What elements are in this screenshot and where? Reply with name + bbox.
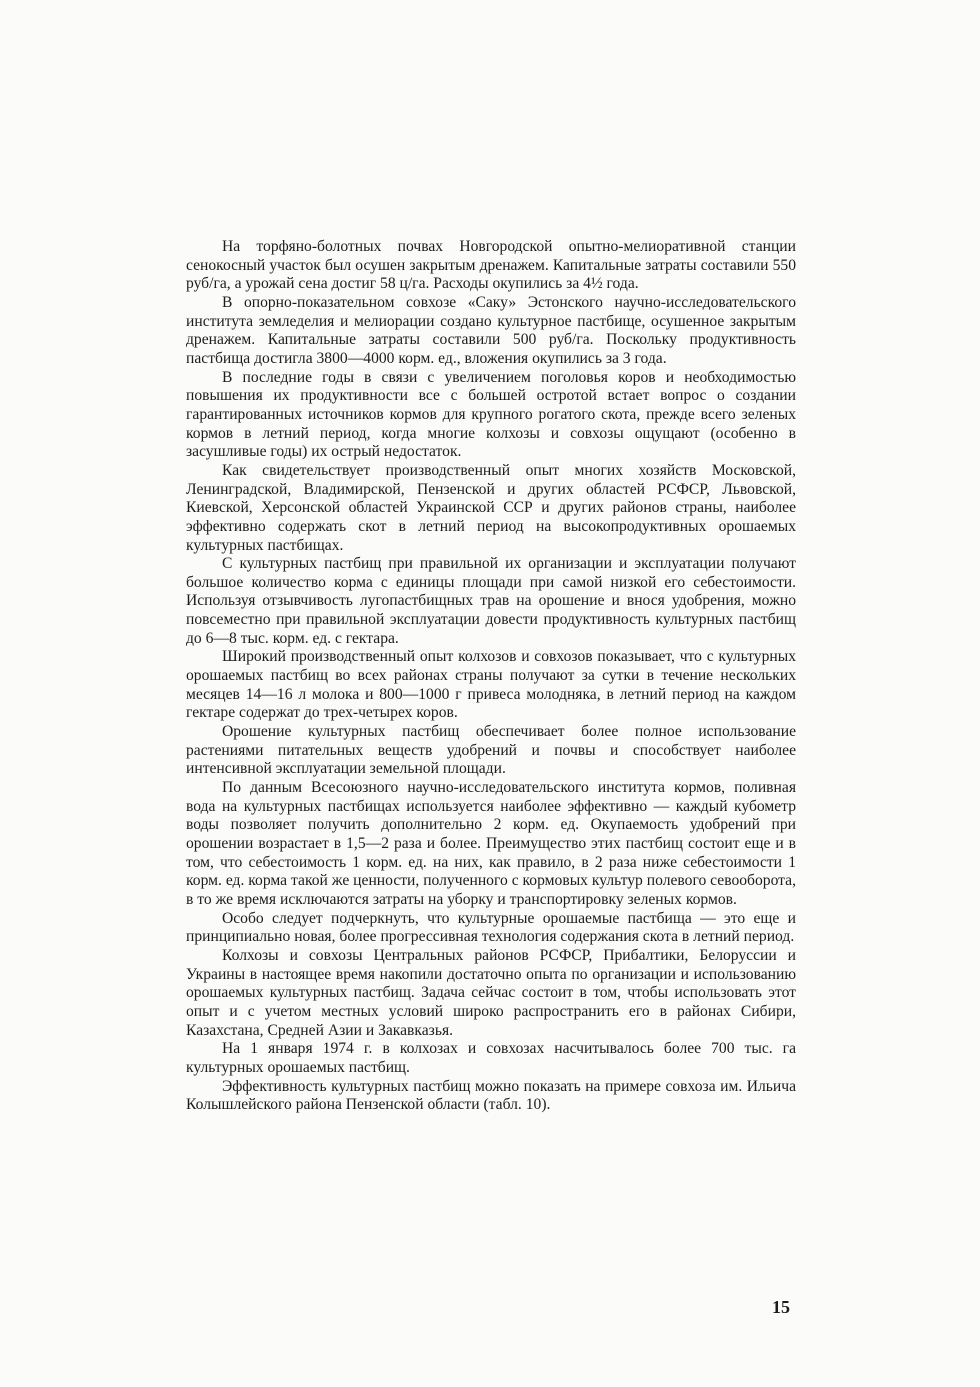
paragraph-1: На торфяно-болотных почвах Новгородской опытно-мелиоративной станции сенокосный участок был осушен закрытым дренажем. Капитальные затраты составили 550 руб/га, а урожай сена достиг 58 ц/га. Расходы окупились за 4½ года.: [186, 238, 796, 293]
page-number: 15: [772, 1297, 790, 1317]
paragraph-7: Орошение культурных пастбищ обеспечивает более полное использование растениями питательных веществ удобрений и почвы и способствует наиболее интенсивной эксплуатации земельной площади.: [186, 723, 796, 778]
paragraph-6: Широкий производственный опыт колхозов и совхозов показывает, что с культурных орошаемых пастбищ во всех районах страны получают за сутки в течение нескольких месяцев 14—16 л молока и 800—1000 г привеса молодняка, в летний период на каждом гектаре содержат до трех-четырех коров.: [186, 648, 796, 722]
paragraph-4: Как свидетельствует производственный опыт многих хозяйств Московской, Ленинградской, Владимирской, Пензенской и других областей РСФСР, Львовской, Киевской, Херсонской областей Украинской ССР и других районов страны, наиболее эффективно содержать скот в летний период на высокопродуктивных орошаемых культурных пастбищах.: [186, 461, 796, 554]
paragraph-11: На 1 января 1974 г. в колхозах и совхозах насчитывалось более 700 тыс. га культурных орошаемых пастбищ.: [186, 1040, 796, 1076]
paragraph-8: По данным Всесоюзного научно-исследовательского института кормов, поливная вода на культурных пастбищах используется наиболее эффективно — каждый кубометр воды позволяет получить дополнительно 2 корм. ед. Окупаемость удобрений при орошении возрастает в 1,5—2 раза и более. Преимущество этих пастбищ состоит еще и в том, что себестоимость 1 корм. ед. на них, как правило, в 2 раза ниже себестоимости 1 корм. ед. корма такой же ценности, полученного с кормовых культур полевого севооборота, в то же время исключаются затраты на уборку и транспортировку зеленых кормов.: [186, 779, 796, 908]
paragraph-5: С культурных пастбищ при правильной их организации и эксплуатации получают большое количество корма с единицы площади при самой низкой его себестоимости. Используя отзывчивость лугопастбищных трав на орошение и внося удобрения, можно повсеместно при правильной эксплуатации довести продуктивность культурных пастбищ до 6—8 тыс. корм. ед. с гектара.: [186, 555, 796, 647]
paragraph-12: Эффективность культурных пастбищ можно показать на примере совхоза им. Ильича Колышлейского района Пензенской области (табл. 10).: [186, 1077, 796, 1114]
paragraph-9: Особо следует подчеркнуть, что культурные орошаемые пастбища — это еще и принципиально новая, более прогрессивная технология содержания скота в летний период.: [186, 909, 796, 946]
paragraph-3: В последние годы в связи с увеличением поголовья коров и необходимостью повышения их продуктивности все с большей остротой встает вопрос о создании гарантированных источников кормов для крупного рогатого скота, прежде всего зеленых кормов в летний период, когда многие колхозы и совхозы ощущают (особенно в засушливые годы) их острый недостаток.: [186, 368, 796, 461]
paragraph-10: Колхозы и совхозы Центральных районов РСФСР, Прибалтики, Белоруссии и Украины в настоящее время накопили достаточно опыта по организации и использованию орошаемых культурных пастбищ. Задача сейчас состоит в том, чтобы использовать этот опыт и с учетом местных условий широко распространить его в районах Сибири, Казахстана, Средней Азии и Закавказья.: [186, 946, 796, 1039]
body-text: [186, 238, 796, 1115]
paragraph-2: В опорно-показательном совхозе «Саку» Эстонского научно-исследовательского института земледелия и мелиорации создано культурное пастбище, осушенное закрытым дренажем. Капитальные затраты составили 500 руб/га. Поскольку продуктивность пастбища достигла 3800—4000 корм. ед., вложения окупились за 3 года.: [186, 293, 796, 367]
